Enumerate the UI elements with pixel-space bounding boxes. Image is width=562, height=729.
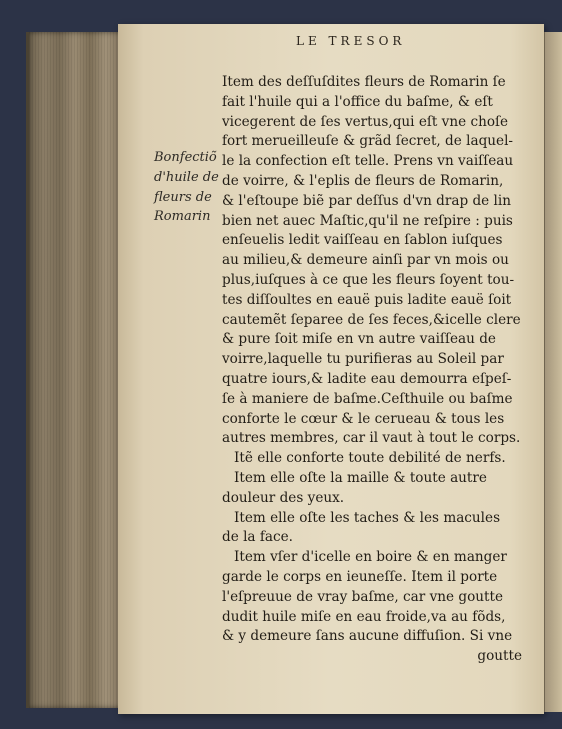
margin-note-line: d'huile de <box>154 169 219 185</box>
text-line: cautemẽt ſeparee de ſes feces,&icelle clere <box>222 311 521 328</box>
margin-note-line: fleurs de <box>154 189 212 205</box>
text-line: & y demeure ſans aucune diffuſion. Si vne <box>222 628 513 645</box>
margin-note <box>154 148 222 227</box>
text-line: vicegerent de ſes vertus,qui eſt vne choſe <box>222 113 509 130</box>
text-line: au milieu,& demeure ainſi par vn mois ou <box>222 252 509 269</box>
book-page <box>118 24 544 714</box>
text-line: & pure ſoit miſe en vn autre vaiſſeau de <box>222 331 496 348</box>
text-line: enſeuelis ledit vaiſſeau en ſablon iuſques <box>222 232 503 249</box>
text-line: & l'eſtoupe biẽ par deſſus d'vn drap de lin <box>222 192 511 209</box>
text-line: de la face. <box>222 529 293 546</box>
text-line: dudit huile miſe en eau froide,va au fõds, <box>222 608 506 625</box>
running-head: LE TRESOR <box>296 34 406 48</box>
text-line: Itẽ elle conforte toute debilité de nerfs. <box>234 450 506 467</box>
text-line: Item des deſſuſdites fleurs de Romarin ſe <box>222 74 506 90</box>
text-line: fort merueilleuſe & grãd ſecret, de laquel- <box>222 133 514 150</box>
text-line: quatre iours,& ladite eau demourra eſpeſ- <box>222 370 512 387</box>
text-line: voirre,laquelle tu purifieras au Soleil par <box>222 351 504 368</box>
text-line: le la confection eſt telle. Prens vn vaiſſeau <box>222 153 514 170</box>
text-line: autres membres, car il vaut à tout le corps. <box>222 430 521 447</box>
text-line: goutte <box>477 648 522 665</box>
margin-note-line: Romarin <box>154 209 211 225</box>
text-line: Item vſer d'icelle en boire & en manger <box>234 549 507 566</box>
text-line: l'eſpreuue de vray baſme, car vne goutte <box>222 588 503 605</box>
text-line: douleur des yeux. <box>222 489 345 506</box>
text-line: de voirre, & l'eplis de fleurs de Romarin, <box>222 172 504 189</box>
text-line: ſe à maniere de baſme.Ceſthuile ou baſme <box>222 390 513 407</box>
text-line: Item elle oſte la maille & toute autre <box>234 469 487 486</box>
text-line: plus,iuſques à ce que les fleurs ſoyent tou- <box>222 271 515 288</box>
margin-note-line: Bonfectiõ <box>154 150 217 165</box>
page-edges <box>26 32 131 708</box>
text-line: garde le corps en ieuneſſe. Item il porte <box>222 568 498 585</box>
text-line: fait l'huile qui a l'office du baſme, & eſt <box>222 93 493 110</box>
body-text <box>222 73 522 667</box>
facing-page-edge <box>544 32 562 712</box>
open-book <box>22 24 562 714</box>
text-line: tes diſſoultes en eauë puis ladite eauë ſoit <box>222 291 512 308</box>
text-line: Item elle oſte les taches & les macules <box>234 509 501 526</box>
text-line: conforte le cœur & le cerueau & tous les <box>222 410 505 427</box>
text-line: bien net auec Maſtic,qu'il ne reſpire : puis <box>222 212 513 229</box>
